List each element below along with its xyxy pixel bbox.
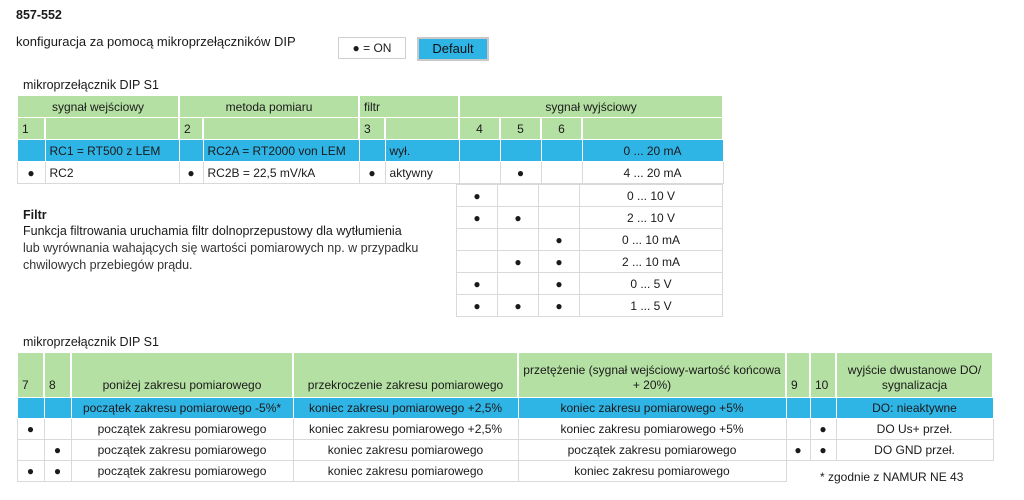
table-row (457, 273, 723, 295)
filter-info-text: lub wyrównania wahających się wartości pomiarowych np. w przypadku (23, 241, 419, 255)
input-signal-cell: RC1 = RT500 z LEM (45, 140, 179, 162)
footnote: * zgodnie z NAMUR NE 43 (820, 470, 964, 484)
switch-state (17, 398, 44, 419)
output-cell: 1 ... 5 V (580, 295, 723, 317)
switch-state: ● (457, 185, 498, 207)
output-cell: 0 ... 20 mA (582, 140, 723, 162)
below-range-cell: początek zakresu pomiarowego (71, 419, 293, 440)
switch-number: 7 (17, 353, 44, 398)
switch-number: 3 (359, 118, 385, 140)
switch-state: ● (359, 162, 385, 184)
header-overcurrent: przetężenie (sygnał wejściowy-wartość końcowa + 20%) (518, 353, 786, 398)
switch-state (17, 440, 44, 461)
table2-caption: mikroprzełącznik DIP S1 (23, 335, 159, 349)
overcurrent-cell: początek zakresu pomiarowego (518, 440, 786, 461)
below-range-cell: początek zakresu pomiarowego (71, 461, 293, 482)
table-row (457, 295, 723, 317)
table-row (457, 229, 723, 251)
switch-state: ● (539, 295, 580, 317)
method-cell: RC2A = RT2000 von LEM (203, 140, 359, 162)
switch-state: ● (457, 295, 498, 317)
switch-state: ● (498, 251, 539, 273)
switch-state (179, 140, 203, 162)
table-row-default (17, 398, 993, 419)
overcurrent-cell: koniec zakresu pomiarowego (518, 461, 786, 482)
page-subtitle: konfiguracja za pomocą mikroprzełączników DIP (16, 34, 296, 49)
below-range-cell: początek zakresu pomiarowego -5%* (71, 398, 293, 419)
switch-number: 6 (541, 118, 582, 140)
table-row (17, 440, 993, 461)
switch-state (810, 398, 836, 419)
switch-state (459, 140, 500, 162)
method-cell: RC2B = 22,5 mV/kA (203, 162, 359, 184)
switch-state: ● (179, 162, 203, 184)
over-range-cell: koniec zakresu pomiarowego +2,5% (293, 398, 518, 419)
switch-state: ● (498, 295, 539, 317)
dip-s1-table-2 (16, 352, 994, 482)
switch-state: ● (457, 273, 498, 295)
header-measure-method: metoda pomiaru (179, 96, 359, 118)
switch-state: ● (810, 419, 836, 440)
filter-info-text: chwilowych przebiegów prądu. (23, 258, 193, 272)
output-signal-table (456, 184, 723, 317)
switch-state: ● (810, 440, 836, 461)
output-cell: 4 ... 20 mA (582, 162, 723, 184)
header-below-range: poniżej zakresu pomiarowego (71, 353, 293, 398)
switch-number: 1 (17, 118, 45, 140)
input-signal-cell: RC2 (45, 162, 179, 184)
switch-state: ● (500, 162, 541, 184)
filter-info-text: Funkcja filtrowania uruchamia filtr dolnoprzepustowy dla wytłumienia (23, 224, 402, 238)
switch-state (457, 251, 498, 273)
switch-state (541, 162, 582, 184)
switch-state (44, 419, 71, 440)
switch-number: 2 (179, 118, 203, 140)
on-legend: ● = ON (338, 37, 406, 59)
switch-state (457, 229, 498, 251)
switch-state: ● (17, 461, 44, 482)
switch-state: ● (44, 440, 71, 461)
switch-state: ● (786, 440, 810, 461)
output-cell: 0 ... 10 V (580, 185, 723, 207)
switch-state (786, 419, 810, 440)
overcurrent-cell: koniec zakresu pomiarowego +5% (518, 398, 786, 419)
header-over-range: przekroczenie zakresu pomiarowego (293, 353, 518, 398)
switch-number: 8 (44, 353, 71, 398)
header-input-signal: sygnał wejściowy (17, 96, 179, 118)
output-cell: 2 ... 10 V (580, 207, 723, 229)
switch-state (539, 185, 580, 207)
switch-state: ● (17, 162, 45, 184)
switch-state (459, 162, 500, 184)
switch-state (498, 273, 539, 295)
table-row (17, 419, 993, 440)
dip-s1-table-1 (16, 95, 724, 184)
switch-state: ● (44, 461, 71, 482)
output-cell: 0 ... 10 mA (580, 229, 723, 251)
digital-output-cell: DO GND przeł. (836, 440, 993, 461)
switch-number: 9 (786, 353, 810, 398)
switch-state: ● (457, 207, 498, 229)
below-range-cell: początek zakresu pomiarowego (71, 440, 293, 461)
filter-cell: aktywny (385, 162, 459, 184)
over-range-cell: koniec zakresu pomiarowego (293, 440, 518, 461)
header-filter: filtr (359, 96, 459, 118)
product-code: 857-552 (16, 8, 62, 22)
filter-info-title: Filtr (23, 208, 47, 222)
digital-output-cell: DO Us+ przeł. (836, 419, 993, 440)
filter-cell: wył. (385, 140, 459, 162)
table-row-default (17, 140, 723, 162)
switch-state (498, 185, 539, 207)
switch-state: ● (539, 229, 580, 251)
switch-state: ● (498, 207, 539, 229)
switch-state (44, 398, 71, 419)
switch-number: 10 (810, 353, 836, 398)
switch-state (539, 207, 580, 229)
table-row (457, 207, 723, 229)
over-range-cell: koniec zakresu pomiarowego (293, 461, 518, 482)
switch-state (786, 398, 810, 419)
header-output-signal: sygnał wyjściowy (459, 96, 723, 118)
table-row (457, 185, 723, 207)
switch-number: 5 (500, 118, 541, 140)
table-row (457, 251, 723, 273)
table-row (17, 162, 723, 184)
overcurrent-cell: koniec zakresu pomiarowego +5% (518, 419, 786, 440)
output-cell: 2 ... 10 mA (580, 251, 723, 273)
switch-state (359, 140, 385, 162)
switch-state: ● (17, 419, 44, 440)
over-range-cell: koniec zakresu pomiarowego +2,5% (293, 419, 518, 440)
header-digital-output: wyjście dwustanowe DO/ sygnalizacja (836, 353, 993, 398)
table1-caption: mikroprzełącznik DIP S1 (23, 78, 159, 92)
default-legend: Default (417, 37, 489, 61)
switch-state (498, 229, 539, 251)
switch-state: ● (539, 273, 580, 295)
switch-state: ● (539, 251, 580, 273)
output-cell: 0 ... 5 V (580, 273, 723, 295)
switch-number: 4 (459, 118, 500, 140)
digital-output-cell: DO: nieaktywne (836, 398, 993, 419)
switch-state (500, 140, 541, 162)
switch-state (17, 140, 45, 162)
switch-state (541, 140, 582, 162)
